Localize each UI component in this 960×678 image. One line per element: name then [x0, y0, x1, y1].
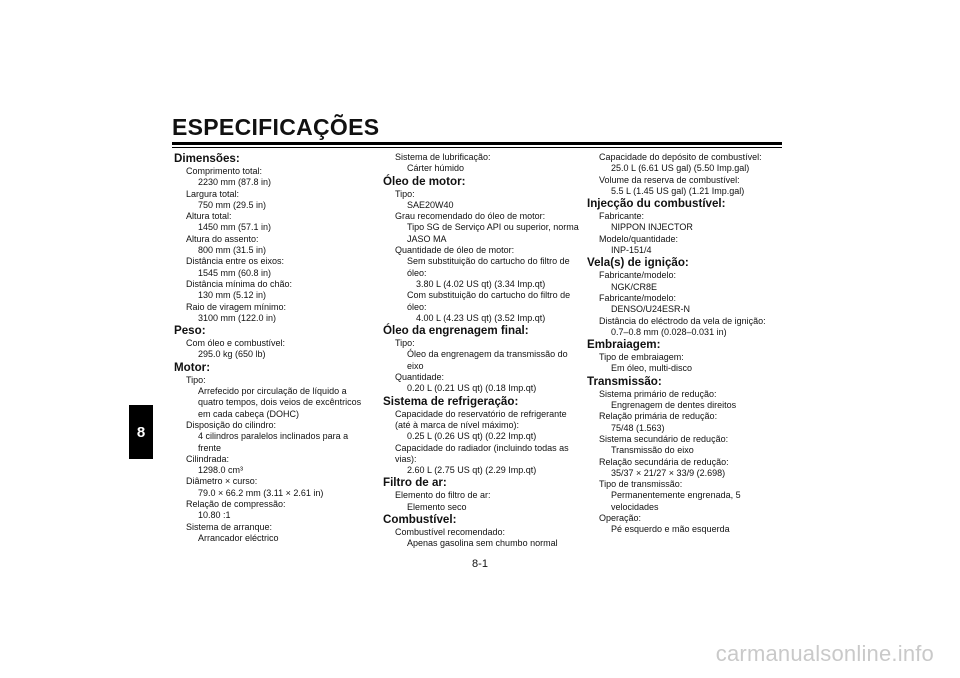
spec-label: Sistema de lubrificação: [395, 152, 491, 162]
spec-value: 25.0 L (6.61 US gal) (5.50 Imp.gal) [611, 163, 750, 174]
spec-column-1 [174, 152, 379, 544]
spec-value: Transmissão do eixo [611, 445, 694, 456]
spec-value: 5.5 L (1.45 US gal) (1.21 Imp.gal) [611, 185, 745, 196]
spec-label: Altura do assento: [186, 233, 259, 244]
spec-label: (até à marca de nível máximo): [395, 419, 520, 430]
spec-value: INP-151/4 [611, 245, 652, 256]
section-heading: Embraiagem: [587, 338, 661, 352]
spec-value: 1298.0 cm³ [198, 465, 244, 476]
spec-label: Comprimento total: [186, 166, 263, 176]
spec-value: Permanentemente engrenada, 5 [611, 490, 741, 501]
spec-value: óleo: [407, 301, 427, 312]
section-heading: Sistema de refrigeração: [383, 394, 519, 408]
spec-label: Relação de compressão: [186, 499, 286, 510]
spec-label: Distância entre os eixos: [186, 256, 285, 267]
spec-value: Sem substituição do cartucho do filtro de [407, 256, 570, 267]
watermark: carmanualsonline.info [715, 641, 934, 666]
section-heading: Dimensões: [174, 152, 240, 165]
spec-label: Raio de viragem mínimo: [186, 301, 287, 312]
spec-label: Capacidade do radiador (incluindo todas as [395, 442, 569, 453]
page-title: ESPECIFICAÇÕES [172, 114, 380, 140]
spec-label: Largura total: [186, 188, 240, 199]
spec-value: 35/37 × 21/27 × 33/9 (2.698) [611, 467, 726, 478]
spec-label: Tipo de transmissão: [599, 479, 683, 490]
spec-value: Arrefecido por circulação de líquido a [198, 386, 347, 397]
spec-value: SAE20W40 [407, 199, 454, 210]
section-heading: Transmissão: [587, 374, 662, 388]
spec-label: Distância mínima do chão: [186, 278, 293, 289]
spec-label: Cilindrada: [186, 453, 230, 464]
spec-value: DENSO/U24ESR-N [611, 304, 691, 315]
spec-label: Sistema primário de redução: [599, 388, 717, 399]
spec-value: 295.0 kg (650 lb) [198, 349, 266, 360]
spec-value: Cárter húmido [407, 163, 465, 174]
spec-value: NIPPON INJECTOR [611, 222, 693, 233]
spec-value: Arrancador eléctrico [198, 532, 279, 543]
spec-value: 2230 mm (87.8 in) [198, 177, 272, 188]
spec-value: 750 mm (29.5 in) [198, 199, 267, 210]
spec-value: Apenas gasolina sem chumbo normal [407, 538, 558, 549]
spec-label: Quantidade: [395, 372, 445, 383]
spec-value: Tipo SG de Serviço API ou superior, norma [407, 222, 579, 233]
spec-value: 0.25 L (0.26 US qt) (0.22 Imp.qt) [407, 431, 537, 442]
spec-label: Diâmetro × curso: [186, 476, 258, 487]
spec-label: Com óleo e combustível: [186, 338, 286, 349]
spec-value: em cada cabeça (DOHC) [198, 408, 300, 419]
section-heading: Filtro de ar: [383, 476, 447, 490]
spec-label: Modelo/quantidade: [599, 233, 679, 244]
section-heading: Vela(s) de ignição: [587, 256, 689, 270]
chapter-tab [129, 405, 153, 459]
spec-label: Capacidade do reservatório de refrigerante [395, 408, 567, 419]
spec-value: 3100 mm (122.0 in) [198, 312, 277, 323]
spec-label: Operação: [599, 513, 642, 524]
section-heading: Combustível: [383, 513, 457, 527]
spec-value: 4 cilindros paralelos inclinados para a [198, 431, 349, 442]
spec-value: eixo [407, 360, 424, 371]
spec-value: 130 mm (5.12 in) [198, 290, 267, 301]
spec-value: Óleo da engrenagem da transmissão do [407, 349, 568, 360]
spec-value: quatro tempos, dois veios de excêntricos [198, 397, 362, 408]
spec-label: Quantidade de óleo de motor: [395, 245, 515, 256]
spec-column-3 [587, 152, 792, 536]
spec-value: 1545 mm (60.8 in) [198, 267, 272, 278]
spec-value: Engrenagem de dentes direitos [611, 400, 737, 411]
spec-value: Em óleo, multi-disco [611, 363, 693, 374]
spec-label: Sistema secundário de redução: [599, 433, 729, 444]
spec-label: Tipo: [395, 188, 415, 199]
title-rule [172, 142, 782, 145]
spec-label: Tipo de embraiagem: [599, 352, 684, 363]
spec-subvalue: 4.00 L (4.23 US qt) (3.52 Imp.qt) [416, 312, 546, 323]
spec-label: Volume da reserva de combustível: [599, 174, 740, 185]
spec-value: 1450 mm (57.1 in) [198, 222, 272, 233]
spec-label: Relação primária de redução: [599, 411, 718, 422]
spec-value: Com substituição do cartucho do filtro de [407, 290, 571, 301]
title-rule-thin [172, 147, 782, 148]
spec-label: Sistema de arranque: [186, 521, 273, 532]
spec-label: Tipo: [186, 374, 206, 385]
section-heading: Óleo da engrenagem final: [383, 324, 529, 338]
spec-value: frente [198, 442, 222, 453]
spec-value: 79.0 × 66.2 mm (3.11 × 2.61 in) [198, 487, 324, 498]
spec-value: NGK/CR8E [611, 281, 658, 292]
section-heading: Óleo de motor: [383, 174, 466, 188]
spec-label: Fabricante/modelo: [599, 292, 677, 303]
spec-label: Relação secundária de redução: [599, 456, 729, 467]
section-heading: Injecção du combustível: [587, 197, 726, 211]
spec-label: vias): [395, 453, 417, 464]
spec-label: Combustível recomendado: [395, 527, 506, 538]
spec-label: Altura total: [186, 211, 232, 222]
spec-subvalue: 3.80 L (4.02 US qt) (3.34 Imp.qt) [416, 278, 546, 289]
spec-label: Fabricante/modelo: [599, 270, 677, 281]
spec-label: Capacidade do depósito de combustível: [599, 152, 762, 162]
spec-value: Pé esquerdo e mão esquerda [611, 524, 730, 535]
spec-value: óleo: [407, 267, 427, 278]
spec-value: 2.60 L (2.75 US qt) (2.29 Imp.qt) [407, 465, 537, 476]
spec-value: Elemento seco [407, 501, 467, 512]
section-heading: Motor: [174, 360, 211, 374]
spec-label: Elemento do filtro de ar: [395, 490, 491, 501]
spec-label: Fabricante: [599, 211, 645, 222]
spec-label: Disposição do cilindro: [186, 419, 277, 430]
spec-value: 800 mm (31.5 in) [198, 245, 267, 256]
spec-value: 0.7–0.8 mm (0.028–0.031 in) [611, 326, 727, 337]
spec-label: Distância do eléctrodo da vela de ignição: [599, 315, 766, 326]
chapter-number: 8 [136, 423, 146, 441]
spec-value: 0.20 L (0.21 US qt) (0.18 Imp.qt) [407, 383, 537, 394]
section-heading: Peso: [174, 324, 206, 338]
spec-column-2 [383, 152, 588, 550]
spec-value: 10.80 :1 [198, 510, 231, 521]
spec-label: Grau recomendado do óleo de motor: [395, 211, 546, 222]
spec-value: 75/48 (1.563) [611, 422, 665, 433]
spec-label: Tipo: [395, 338, 415, 349]
spec-value: velocidades [611, 501, 659, 512]
page-number: 8-1 [472, 558, 488, 570]
spec-value: JASO MA [407, 233, 447, 244]
